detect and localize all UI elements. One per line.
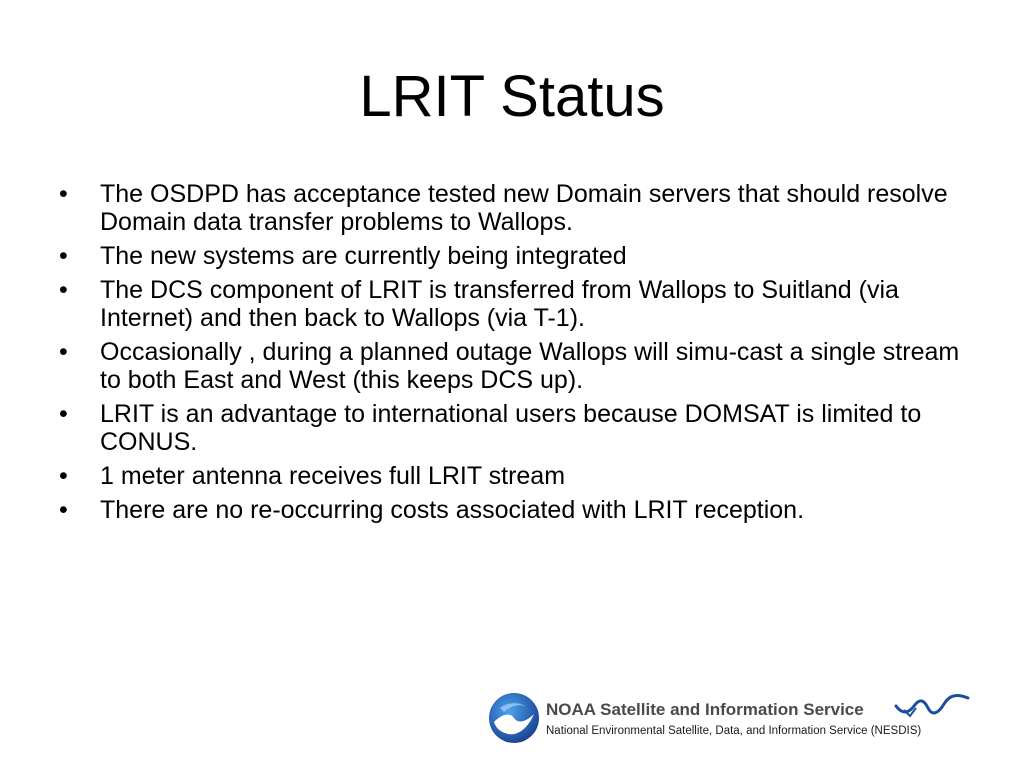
bullet-item [55,400,985,456]
bullet-marker: • [59,338,68,366]
bullet-text: The OSDPD has acceptance tested new Domain servers that should resolve Domain data transfer problems to Wallops. [100,180,948,236]
bullet-marker: • [59,242,68,270]
bullet-text: Occasionally , during a planned outage Wallops will simu-cast a single stream to both East and West (this keeps DCS up). [100,338,960,394]
bullet-text: LRIT is an advantage to international users because DOMSAT is limited to CONUS. [100,400,922,456]
noaa-logo-icon [488,692,540,744]
bullet-text: There are no re-occurring costs associated with LRIT reception. [100,496,805,524]
wave-logo-icon [894,692,970,722]
bullet-item [55,338,985,394]
bullet-text: The new systems are currently being integrated [100,242,627,270]
bullet-list [55,180,985,530]
bullet-marker: • [59,462,68,490]
bullet-marker: • [59,496,68,524]
bullet-item [55,180,985,236]
bullet-marker: • [59,400,68,428]
bullet-marker: • [59,180,68,208]
bullet-item [55,276,985,332]
bullet-item [55,496,985,524]
footer-branding [488,690,988,750]
bullet-text: 1 meter antenna receives full LRIT stream [100,462,566,490]
slide-title: LRIT Status [359,64,665,129]
bullet-item [55,462,985,490]
bullet-item [55,242,985,270]
bullet-marker: • [59,276,68,304]
bullet-text: The DCS component of LRIT is transferred from Wallops to Suitland (via Internet) and then back to Wallops (via T-1). [100,276,899,332]
org-subtitle: National Environmental Satellite, Data, and Information Service (NESDIS) [546,725,922,737]
org-name: NOAA Satellite and Information Service [546,700,864,719]
